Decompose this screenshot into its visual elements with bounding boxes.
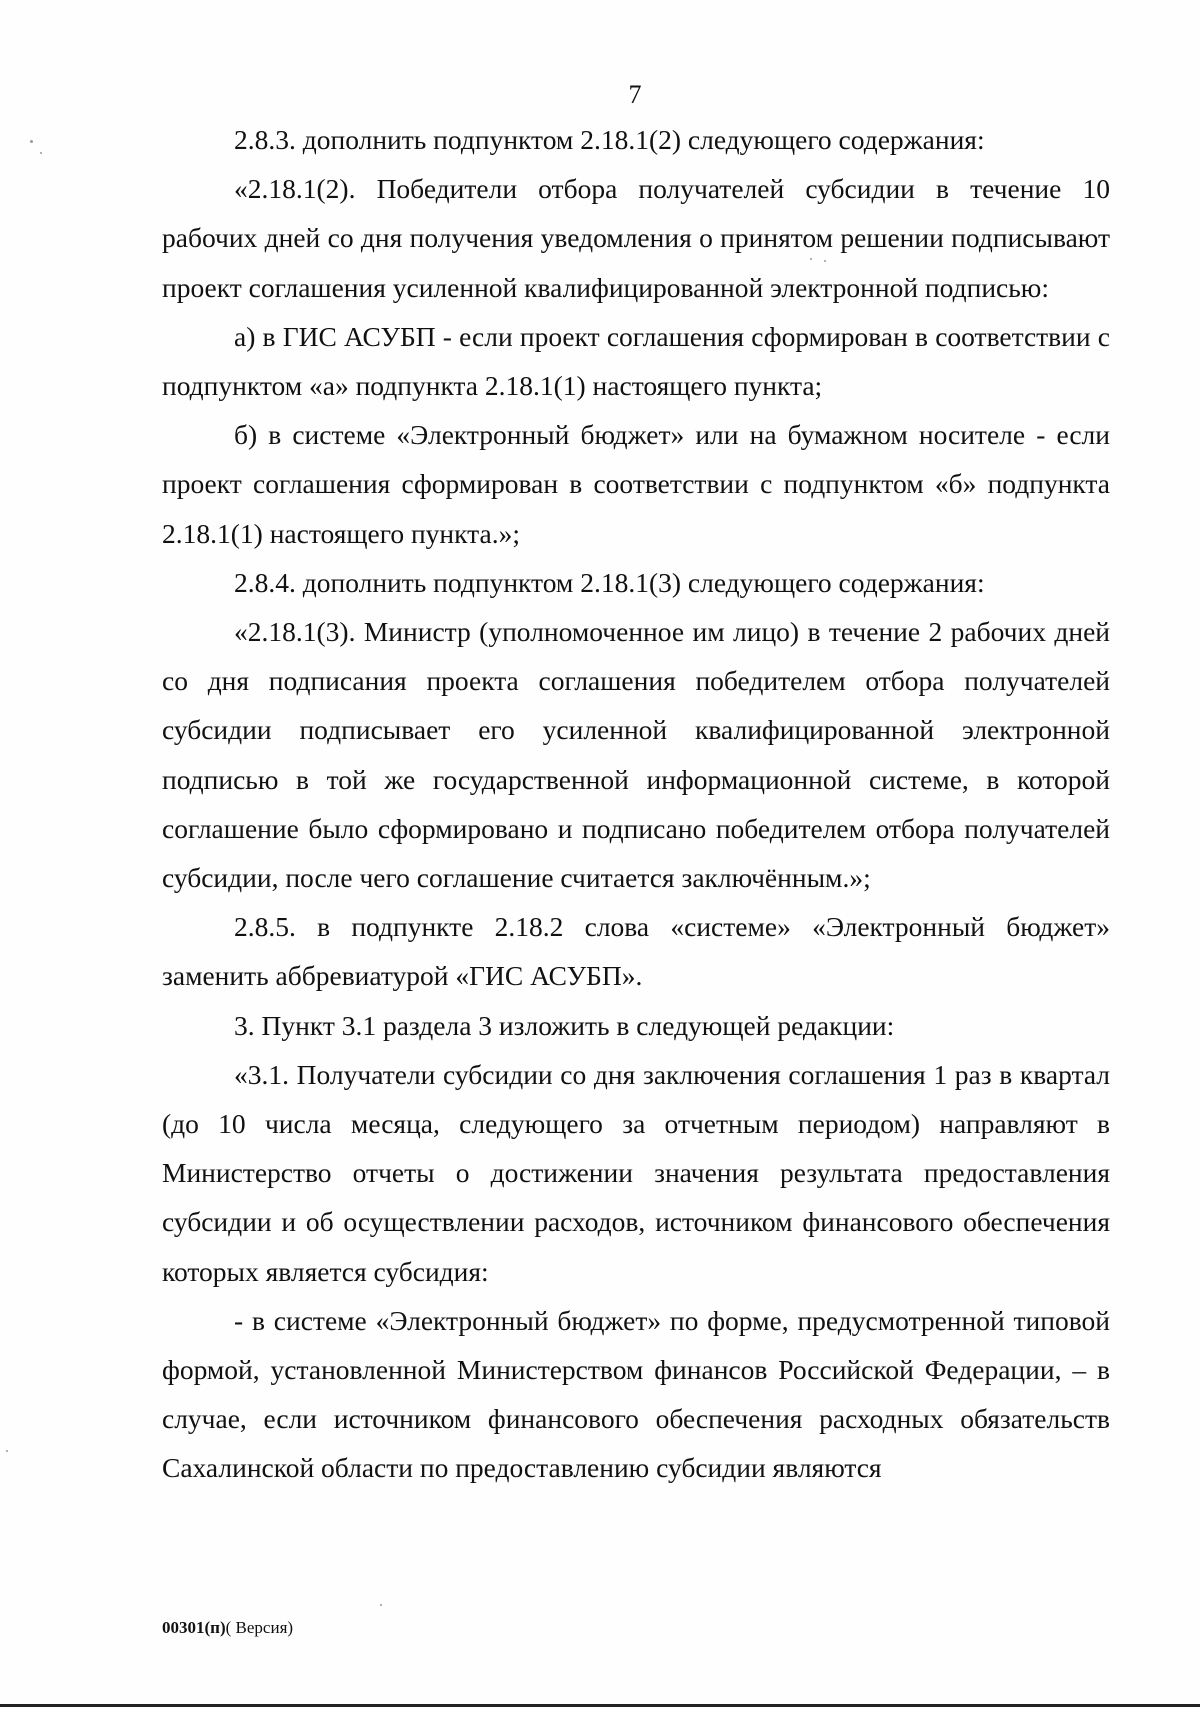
page-number: 7 [628, 80, 642, 109]
paragraph-2-18-1-3: «2.18.1(3). Министр (уполномоченное им лицо) в течение 2 рабочих дней со дня подписания проекта соглашения победителем отбора получателей субсидии подписывает его усиленной квалифицированной электронной подписью в той же государственной информационной системе, в которой соглашение было сформировано и подписано победителем отбора получателей субсидии, после чего соглашение считается заключённым.»; [162, 616, 1110, 894]
paragraph-electronic-budget: - в системе «Электронный бюджет» по форме, предусмотренной типовой формой, установленной Министерством финансов Российской Федерации, – в случае, если источником финансового обеспечения расходных обязательств Сахалинской области по предоставлению субсидии являются [162, 1304, 1110, 1484]
document-body [162, 115, 1110, 1493]
footer-version: ( Версия) [225, 1618, 294, 1637]
paragraph-2-8-5: 2.8.5. в подпункте 2.18.2 слова «системе» «Электронный бюджет» заменить аббревиатурой «ГИС АСУБП». [162, 911, 1110, 992]
bottom-scan-edge [0, 1704, 1200, 1707]
scan-speck [30, 140, 33, 143]
paragraph-3: 3. Пункт 3.1 раздела 3 изложить в следующей редакции: [234, 1009, 895, 1041]
paragraph-2-8-4: 2.8.4. дополнить подпунктом 2.18.1(3) следующего содержания: [234, 566, 985, 598]
scan-speck [6, 1450, 8, 1452]
paragraph-3-1: «3.1. Получатели субсидии со дня заключения соглашения 1 раз в квартал (до 10 числа месяца, следующего за отчетным периодом) направляют в Министерство отчеты о достижении значения результата предоставления субсидии и об осуществлении расходов, источником финансового обеспечения которых является субсидия: [162, 1058, 1110, 1287]
footer-code: 00301(п) [162, 1618, 226, 1637]
paragraph-item-b: б) в системе «Электронный бюджет» или на бумажном носителе - если проект соглашения сформирован в соответствии с подпунктом «б» подпункта 2.18.1(1) настоящего пункта.»; [162, 419, 1110, 549]
paragraph-2-8-3: 2.8.3. дополнить подпунктом 2.18.1(2) следующего содержания: [234, 124, 985, 155]
scan-speck [40, 152, 42, 154]
scan-speck [810, 258, 812, 260]
scan-speck [824, 260, 826, 262]
scan-speck [380, 1604, 382, 1606]
paragraph-item-a: а) в ГИС АСУБП - если проект соглашения сформирован в соответствии с подпунктом «а» подпункта 2.18.1(1) настоящего пункта; [162, 320, 1110, 402]
footer-document-code [162, 1618, 293, 1638]
paragraph-2-18-1-2: «2.18.1(2). Победители отбора получателей субсидии в течение 10 рабочих дней со дня получения уведомления о принятом решении подписывают проект соглашения усиленной квалифицированной электронной подписью: [162, 173, 1110, 303]
